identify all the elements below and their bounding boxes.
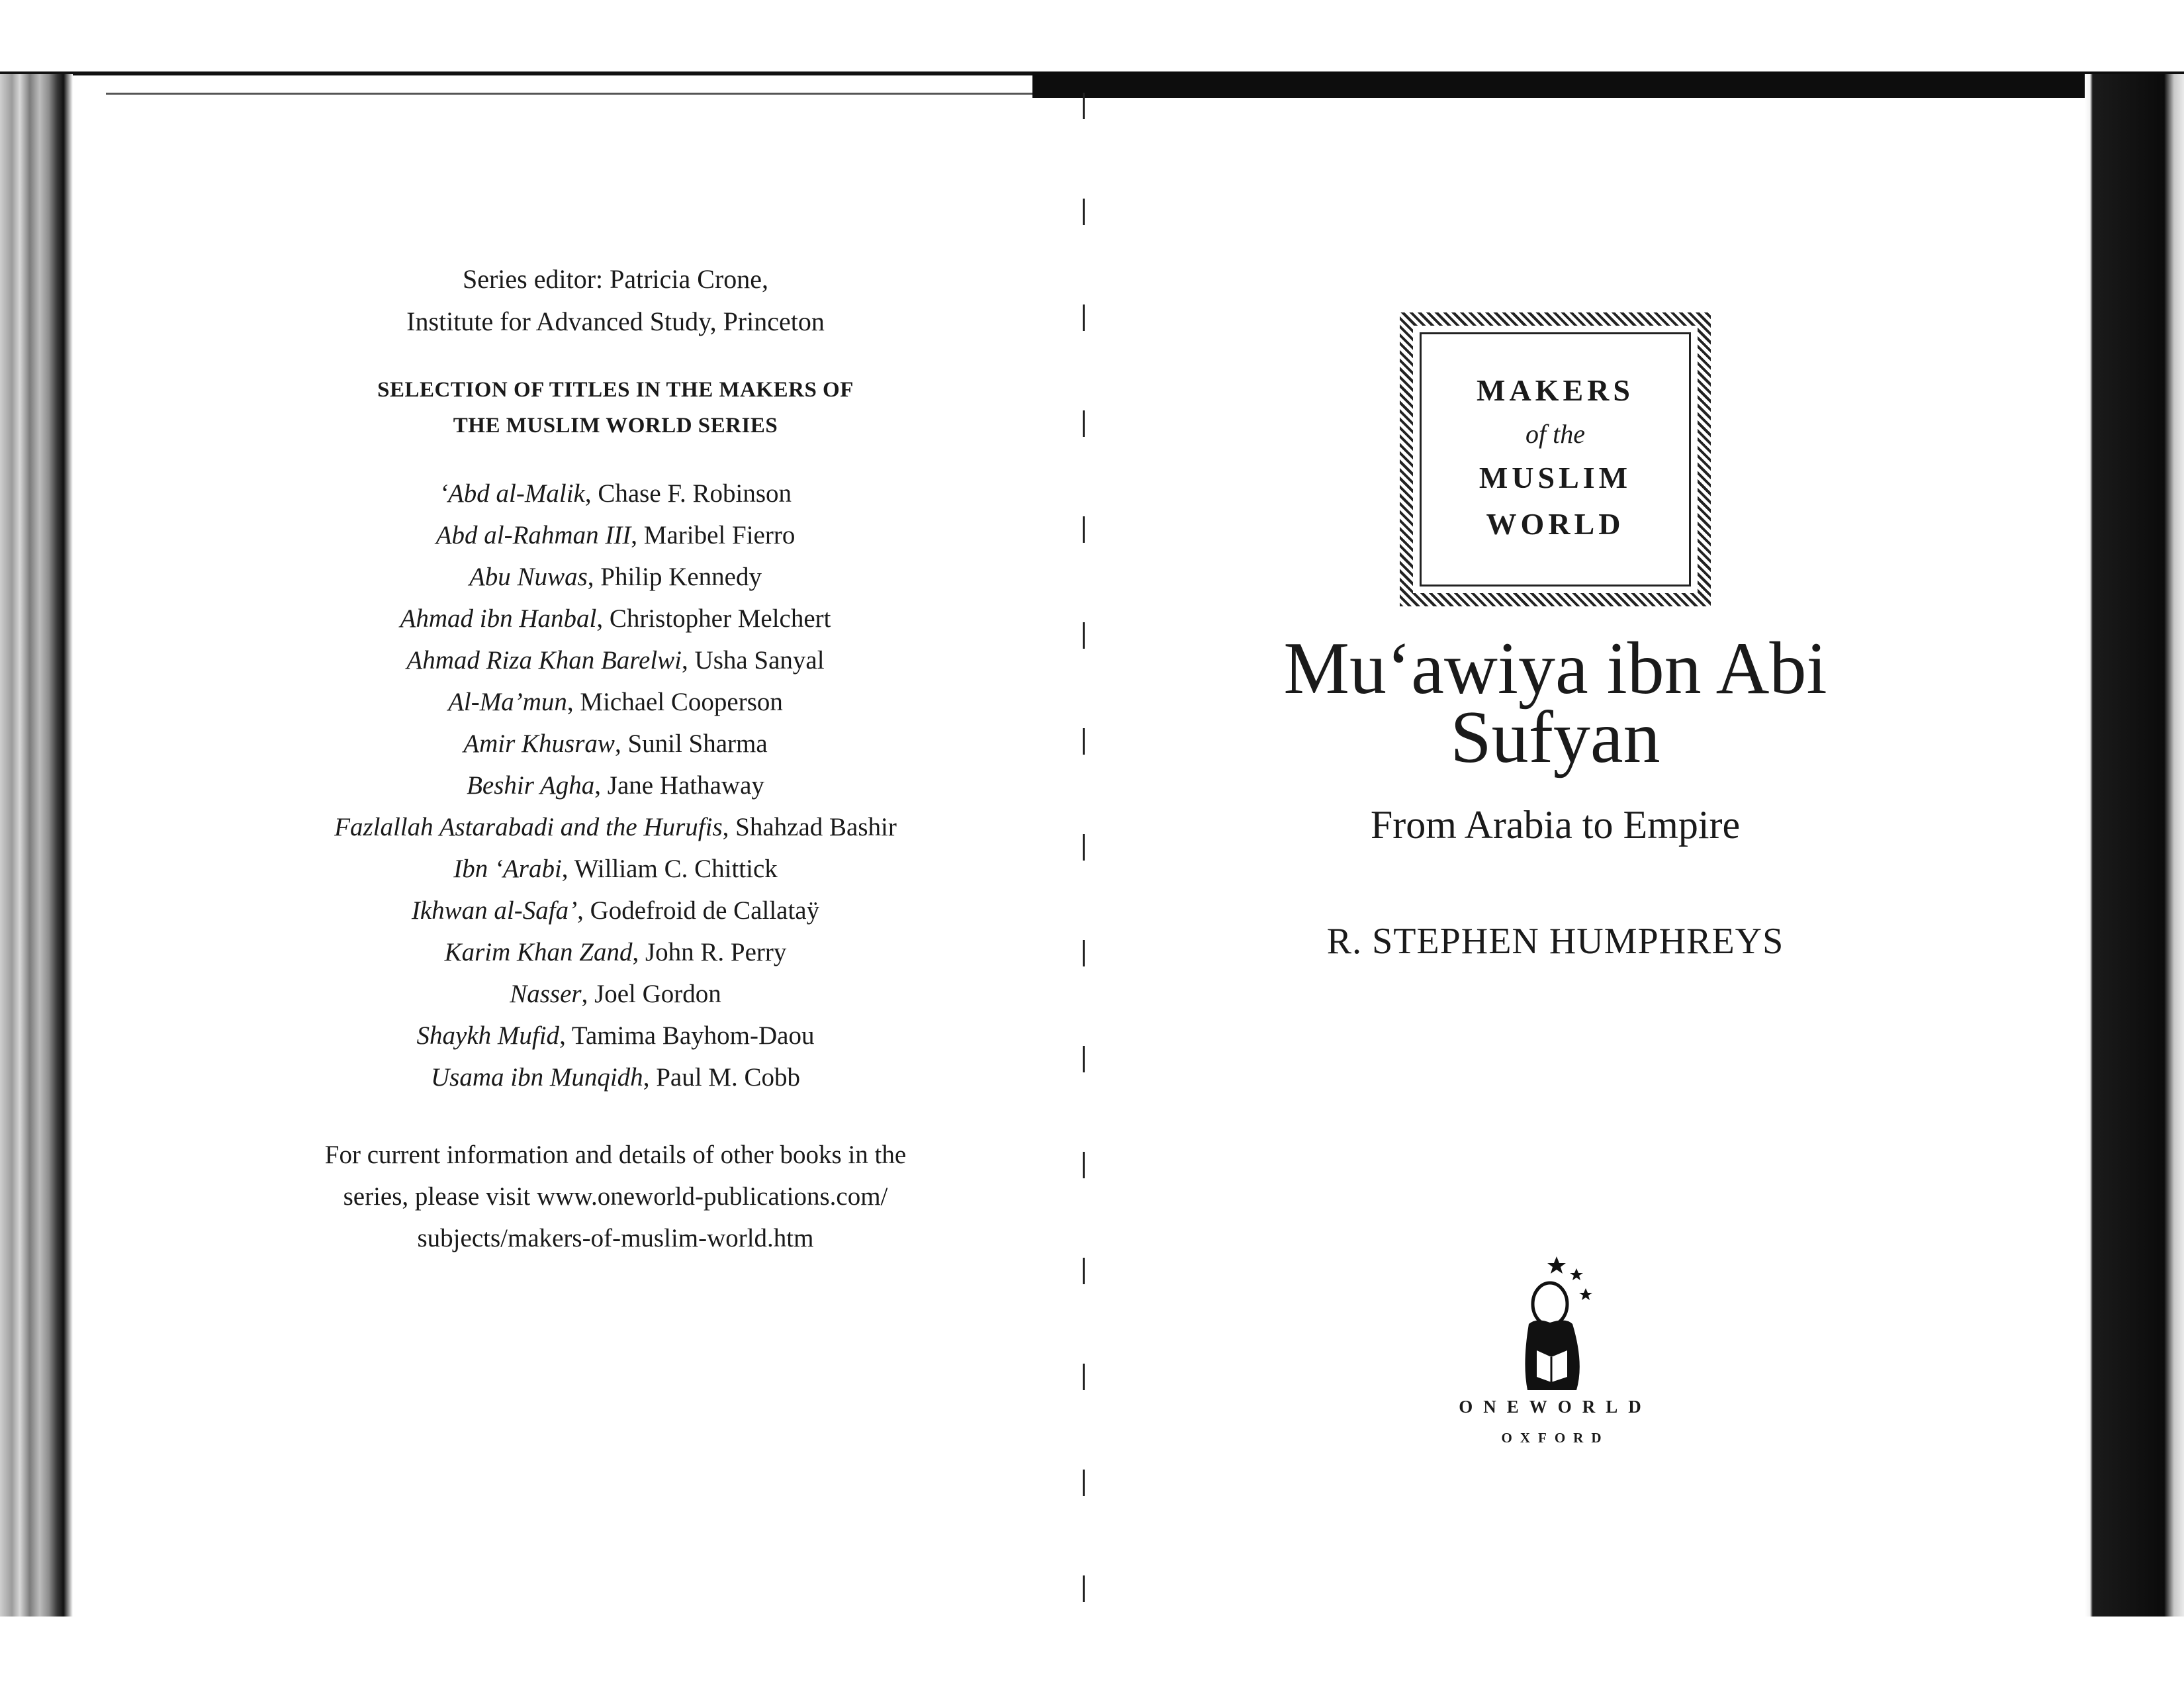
scan-bottom-margin [0, 1617, 2184, 1688]
scan-top-margin [0, 0, 2184, 74]
series-title-name: Amir Khusraw [463, 729, 615, 758]
series-title-entry [251, 556, 979, 598]
series-editor-affiliation: Institute for Advanced Study, Princeton [406, 306, 825, 336]
series-title-entry [251, 765, 979, 806]
book-title [1191, 628, 1919, 778]
series-title-name: Fazlallah Astarabadi and the Hurufis [334, 813, 723, 841]
series-title-name: Nasser [510, 980, 582, 1008]
selection-heading [251, 372, 979, 444]
left-page [251, 258, 979, 1259]
oneworld-reader-logo-icon [1502, 1251, 1608, 1397]
series-title-name: Ahmad ibn Hanbal [400, 604, 597, 633]
scan-top-edge-right [1032, 71, 2184, 98]
scan-right-edge [2085, 74, 2184, 1617]
series-title-name: Abd al-Rahman III [435, 521, 631, 549]
series-title-entry [251, 890, 979, 931]
series-title-name: Karim Khan Zand [444, 938, 633, 966]
series-title-author: , Usha Sanyal [682, 646, 825, 675]
series-title-author: , Joel Gordon [581, 980, 721, 1008]
publisher-name: ONEWORLD [1459, 1397, 1652, 1417]
series-title-name: Shaykh Mufid [416, 1021, 560, 1050]
series-title-author: , Maribel Fierro [631, 521, 796, 549]
series-title-author: , Christopher Melchert [596, 604, 831, 633]
series-logo-inner [1420, 332, 1691, 586]
series-title-entry [251, 973, 979, 1015]
publisher-city: OXFORD [1501, 1430, 1610, 1446]
series-title-entry [251, 848, 979, 890]
series-title-author: , Tamima Bayhom-Daou [559, 1021, 815, 1050]
series-title-entry [251, 1056, 979, 1098]
series-title-author: , Chase F. Robinson [584, 479, 792, 508]
book-gutter [1083, 93, 1085, 1615]
series-title-name: ‘Abd al-Malik [439, 479, 585, 508]
series-title-entry [251, 639, 979, 681]
scan-left-edge [0, 74, 73, 1617]
series-title-author: , Shahzad Bashir [722, 813, 897, 841]
series-title-author: , Godefroid de Callataÿ [577, 896, 820, 925]
series-title-author: , Philip Kennedy [587, 563, 762, 591]
series-muslim: MUSLIM [1479, 461, 1632, 494]
series-makers: MAKERS [1477, 373, 1634, 407]
series-title-entry [251, 598, 979, 639]
footnote-line: For current information and details of other books in the [324, 1141, 907, 1169]
series-title-entry [251, 473, 979, 514]
series-logo-box [1400, 312, 1711, 606]
series-title-entry [251, 514, 979, 556]
series-title-entry [251, 723, 979, 765]
scan-top-edge-left [0, 71, 1032, 75]
series-titles-list [251, 473, 979, 1098]
series-title-name: Beshir Agha [467, 771, 595, 800]
series-title-entry [251, 681, 979, 723]
selection-heading-line: SELECTION OF TITLES IN THE MAKERS OF [377, 378, 854, 402]
series-title-entry [251, 806, 979, 848]
series-editor-line: Series editor: Patricia Crone, [462, 264, 769, 294]
series-title-author: , Michael Cooperson [567, 688, 783, 716]
series-title-entry [251, 931, 979, 973]
book-subtitle: From Arabia to Empire [1370, 803, 1741, 847]
series-title-name: Ahmad Riza Khan Barelwi [406, 646, 682, 675]
series-title-author: , William C. Chittick [561, 855, 778, 883]
series-title-name: Usama ibn Munqidh [431, 1063, 643, 1092]
series-of-the: of the [1525, 419, 1585, 449]
selection-heading-line: THE MUSLIM WORLD SERIES [453, 414, 778, 438]
book-title-line: Mu‘awiya ibn Abi [1283, 628, 1827, 710]
book-title-line: Sufyan [1450, 696, 1661, 778]
footnote-line: series, please visit www.oneworld-publications.com/ [343, 1182, 888, 1211]
series-footnote [251, 1134, 979, 1259]
series-title-author: , John R. Perry [632, 938, 787, 966]
series-title-author: , Jane Hathaway [594, 771, 764, 800]
series-title-name: Al-Ma’mun [448, 688, 567, 716]
series-editor [251, 258, 979, 343]
scan-top-rule [106, 93, 1032, 95]
series-title-name: Abu Nuwas [469, 563, 588, 591]
series-world: WORLD [1486, 507, 1625, 541]
series-title-author: , Sunil Sharma [614, 729, 768, 758]
series-title-author: , Paul M. Cobb [643, 1063, 800, 1092]
series-title-name: Ibn ‘Arabi [453, 855, 562, 883]
footnote-line: subjects/makers-of-muslim-world.htm [417, 1224, 814, 1252]
series-title-name: Ikhwan al-Safa’ [411, 896, 578, 925]
book-author: R. STEPHEN HUMPHREYS [1326, 921, 1784, 962]
series-title-entry [251, 1015, 979, 1056]
